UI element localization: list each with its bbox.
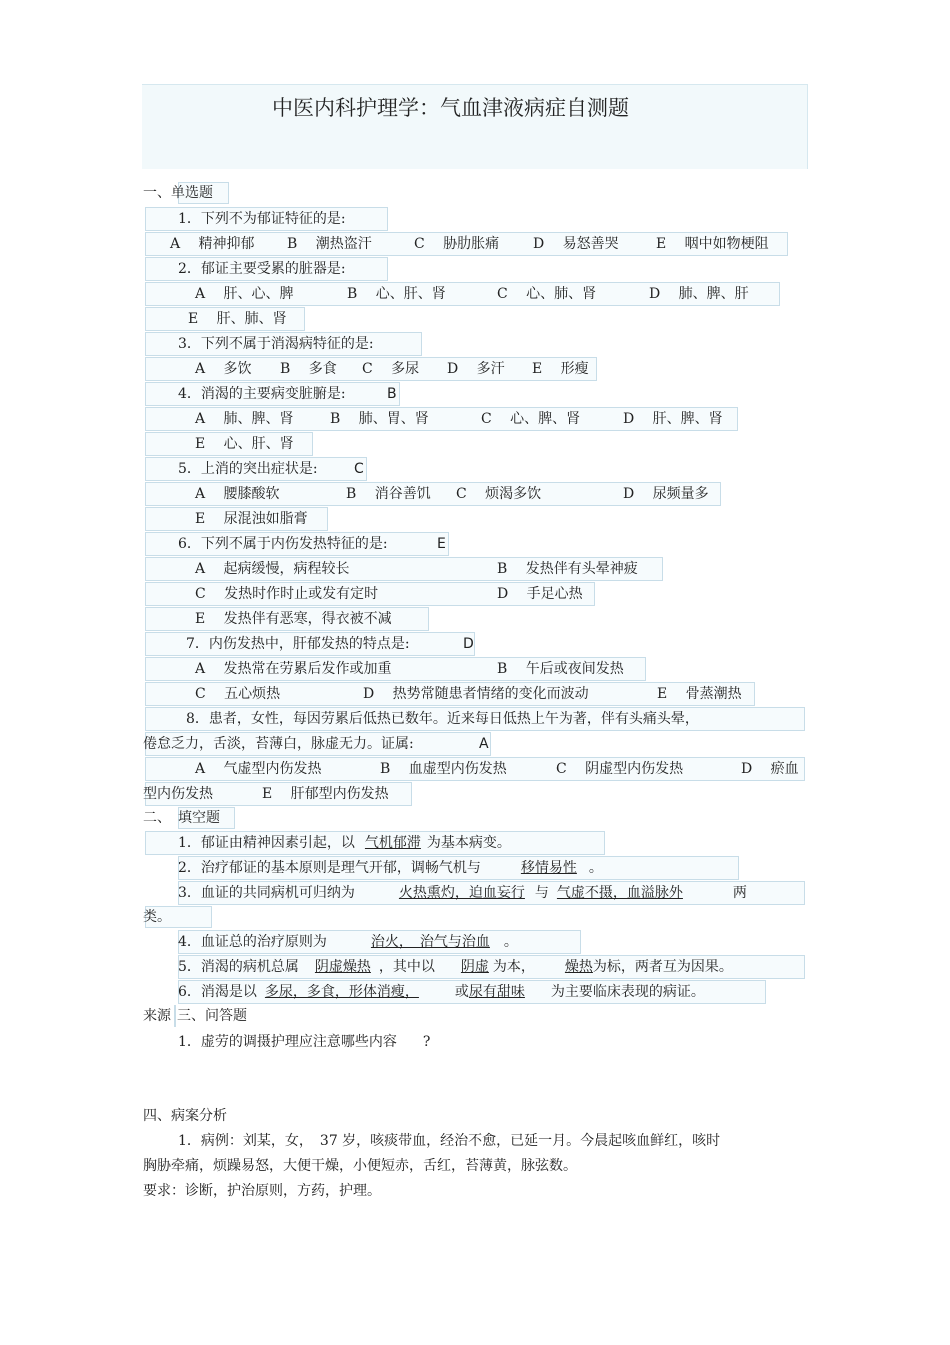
- case-line1: 1．病例：刘某，女， 37 岁，咳痰带血，经治不愈，已延一月。今晨起咳血鲜红，咳时: [178, 1133, 721, 1149]
- q2-option-c: C 心、肺、肾: [497, 286, 597, 302]
- q4-stem: 4．消渴的主要病变脏腑是:: [178, 386, 346, 402]
- q3-option-c: C 多尿: [362, 361, 420, 377]
- q2-option-a: A 肝、心、脾: [195, 286, 294, 302]
- fill5-mid1: ，其中以: [378, 959, 435, 975]
- page-title: 中医内科护理学：气血津液病症自测题: [272, 96, 629, 120]
- q6-option-a: A 起病缓慢，病程较长: [195, 561, 350, 577]
- q3-option-b: B 多食: [280, 361, 337, 377]
- q2-option-e: E 肝、肺、肾: [188, 311, 287, 327]
- q7-option-a: A 发热常在劳累后发作或加重: [195, 661, 392, 677]
- q5-option-a: A 腰膝酸软: [195, 486, 280, 502]
- q5-option-d: D 尿频量多: [623, 486, 709, 502]
- fill6-blank2: 尿有甜味: [468, 984, 525, 1000]
- essay-question-1-text: 1．虚劳的调摄护理应注意哪些内容: [178, 1034, 397, 1050]
- fill4-pre: 4．血证总的治疗原则为: [178, 934, 327, 950]
- fill5-mid2: 为本，: [492, 959, 535, 975]
- q4-option-a: A 肺、脾、肾: [195, 411, 294, 427]
- q2-option-d: D 肺、脾、肝: [649, 286, 749, 302]
- q1-option-e: E 咽中如物梗阻: [656, 236, 769, 252]
- q4-option-c: C 心、脾、肾: [481, 411, 581, 427]
- fill3-blank2: 气虚不摄，血溢脉外: [556, 885, 683, 901]
- q1-option-c: C 胁肋胀痛: [414, 236, 500, 252]
- field-box: [174, 1005, 176, 1027]
- q8-option-a: A 气虚型内伤发热: [195, 761, 322, 777]
- fill3: [178, 883, 747, 903]
- case-line2: 胸胁牵痛，烦躁易怒，大便干燥，小便短赤，舌红，苔薄黄，脉弦数。: [143, 1158, 577, 1174]
- q1-option-d: D 易怒善哭: [533, 236, 619, 252]
- fill5: [178, 957, 733, 977]
- fill1-post: 为基本病变。: [426, 835, 511, 851]
- fill6-blank1: 多尿，多食，形体消瘦，: [264, 984, 419, 1000]
- q8-stem-line2: 倦怠乏力，舌淡，苔薄白，脉虚无力。证属:: [143, 736, 414, 752]
- q5-option-c: C 烦渴多饮: [456, 486, 542, 502]
- section2-heading: 二、 填空题: [143, 810, 220, 826]
- fill2-blank: 移情易性: [520, 860, 577, 876]
- q7-answer: D: [463, 636, 474, 652]
- q8-option-d: D 瘀血: [741, 761, 799, 777]
- q7-stem: 7．内伤发热中，肝郁发热的特点是:: [186, 636, 410, 652]
- q8-option-b: B 血虚型内伤发热: [380, 761, 507, 777]
- q1-option-a: A 精神抑郁: [170, 236, 255, 252]
- q4-option-e: E 心、肝、肾: [195, 436, 294, 452]
- q6-option-b: B 发热伴有头晕神疲: [497, 561, 638, 577]
- essay-question-1: [178, 1032, 430, 1052]
- q8-stem-line1: 8．患者，女性，每因劳累后低热已数年。近来每日低热上午为著，伴有头痛头晕，: [186, 711, 699, 727]
- q5-answer: C: [354, 461, 364, 477]
- q1-stem: 1．下列不为郁证特征的是:: [178, 211, 346, 227]
- fill3-cont: 类。: [143, 909, 171, 925]
- q6-stem: 6．下列不属于内伤发热特征的是:: [178, 536, 388, 552]
- q4-option-b: B 肺、胃、肾: [330, 411, 429, 427]
- q8-option-c: C 阴虚型内伤发热: [556, 761, 684, 777]
- q3-option-d: D 多汗: [447, 361, 505, 377]
- fill5-pre: 5．消渴的病机总属: [178, 959, 299, 975]
- fill6: [178, 982, 705, 1002]
- fill1: [178, 833, 511, 853]
- fill6-mid: 或: [454, 984, 469, 1000]
- q6-answer: E: [437, 536, 446, 552]
- fill1-blank: 气机郁滞: [364, 835, 421, 851]
- q6-option-d: D 手足心热: [497, 586, 583, 602]
- q2-option-b: B 心、肝、肾: [347, 286, 446, 302]
- fill5-post: 为标，两者互为因果。: [592, 959, 733, 975]
- fill4: [178, 932, 518, 952]
- fill5-blank3: 燥热: [564, 959, 593, 975]
- q7-option-c: C 五心烦热: [195, 686, 281, 702]
- section4-heading: 四、病案分析: [143, 1108, 227, 1124]
- source-label: 来源: [143, 1008, 171, 1024]
- case-requirement: 要求：诊断，护治原则，方药，护理。: [143, 1183, 381, 1199]
- q5-option-b: B 消谷善饥: [346, 486, 431, 502]
- section1-heading: 一、单选题: [143, 185, 213, 201]
- q8-answer: A: [479, 736, 489, 752]
- fill3-pre: 3．血证的共同病机可归纳为: [178, 885, 355, 901]
- q7-option-e: E 骨蒸潮热: [657, 686, 742, 702]
- q7-option-b: B 午后或夜间发热: [497, 661, 624, 677]
- q7-option-d: D 热势常随患者情绪的变化而波动: [363, 686, 589, 702]
- question-mark: ?: [422, 1034, 431, 1050]
- q3-option-e: E 形瘦: [532, 361, 589, 377]
- q2-stem: 2．郁证主要受累的脏器是:: [178, 261, 346, 277]
- q5-option-e: E 尿混浊如脂膏: [195, 511, 308, 527]
- q4-option-d: D 肝、脾、肾: [623, 411, 723, 427]
- q4-answer: B: [387, 386, 397, 402]
- section3-heading: 三、问答题: [177, 1008, 247, 1024]
- q3-stem: 3．下列不属于消渴病特征的是:: [178, 336, 374, 352]
- fill5-blank2: 阴虚: [460, 959, 489, 975]
- fill2-post: 。: [588, 860, 603, 876]
- q6-option-e: E 发热伴有恶寒，得衣被不减: [195, 611, 392, 627]
- fill4-post: 。: [503, 934, 518, 950]
- fill3-post: 两: [732, 885, 747, 901]
- fill2: [178, 858, 603, 878]
- q3-option-a: A 多饮: [195, 361, 252, 377]
- fill2-pre: 2．治疗郁证的基本原则是理气开郁，调畅气机与: [178, 860, 481, 876]
- fill3-mid: 与: [534, 885, 549, 901]
- fill5-blank1: 阴虚燥热: [314, 959, 371, 975]
- fill1-pre: 1．郁证由精神因素引起，以: [178, 835, 355, 851]
- fill4-blank: 治火， 治气与治血: [370, 934, 490, 950]
- q5-stem: 5．上消的突出症状是:: [178, 461, 318, 477]
- fill6-pre: 6．消渴是以: [178, 984, 257, 1000]
- q1-option-b: B 潮热盗汗: [287, 236, 372, 252]
- fill3-blank1: 火热熏灼，迫血妄行: [398, 885, 525, 901]
- fill6-post: 为主要临床表现的病证。: [550, 984, 705, 1000]
- q6-option-c: C 发热时作时止或发有定时: [195, 586, 379, 602]
- q8-option-e: E 肝郁型内伤发热: [262, 786, 389, 802]
- q8-option-d-cont: 型内伤发热: [143, 786, 213, 802]
